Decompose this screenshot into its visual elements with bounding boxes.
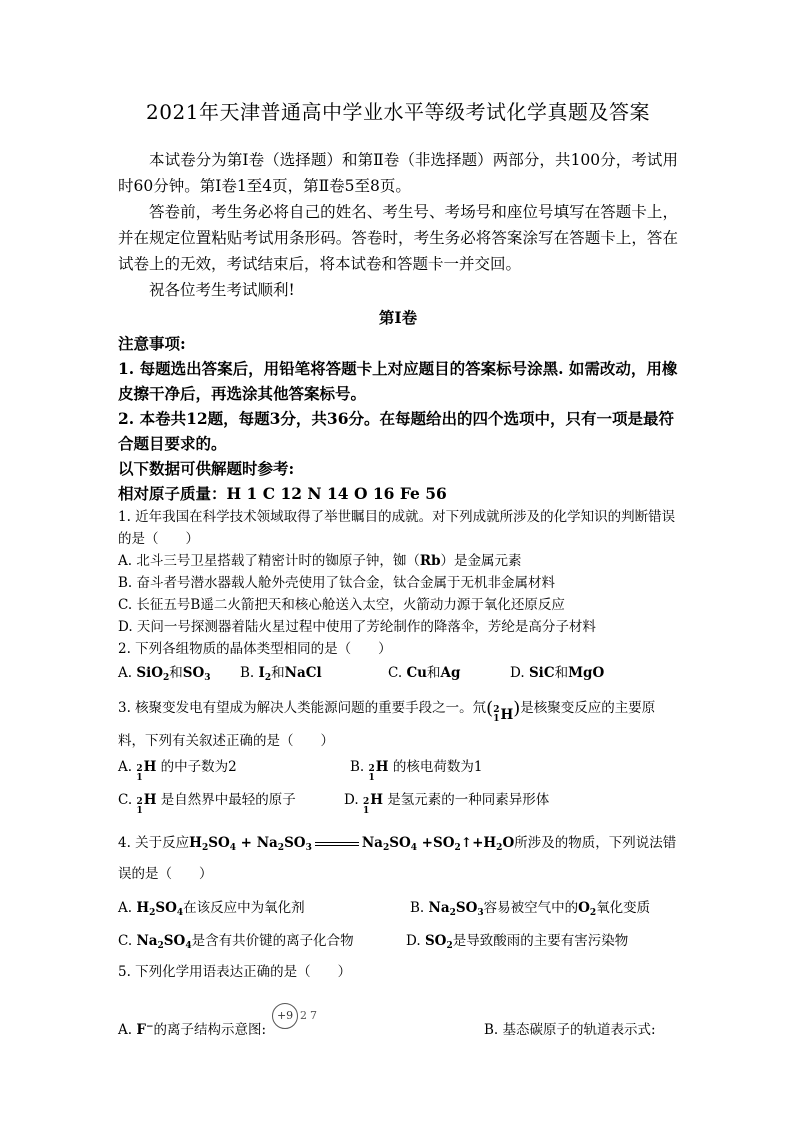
option-text: 的离子结构示意图: <box>153 1022 267 1038</box>
option-label: B. <box>350 759 365 775</box>
question-1 <box>118 506 678 638</box>
option-label: C. <box>118 792 133 808</box>
deuterium-symbol: 2 1 H <box>136 759 157 783</box>
deuterium-symbol: 2 1 H <box>493 705 514 724</box>
question-3-option-d <box>344 789 549 816</box>
question-4-option-d <box>406 930 628 957</box>
question-5-options <box>118 1001 678 1041</box>
ion-structure-diagram <box>266 1001 326 1041</box>
option-text: 是含有共价键的离子化合物 <box>191 933 354 949</box>
note-1: 1. 每题选出答案后，用铅笔将答题卡上对应题目的答案标号涂黑. 如需改动，用橡皮擦干净后，再选涂其他答案标号。 <box>118 359 678 403</box>
question-4-options-ab <box>118 897 678 924</box>
formula: SiC <box>528 665 555 681</box>
formula: Cu <box>406 665 427 681</box>
question-2-stem: 2. 下列各组物质的晶体类型相同的是（ ） <box>118 641 392 657</box>
question-2-option-a <box>118 662 240 689</box>
option-label: C. <box>118 933 133 949</box>
shell-1: 2 <box>300 1009 308 1022</box>
question-4-stem-pre: 4. 关于反应 <box>118 835 190 851</box>
option-text: 容易被空气中的 <box>483 900 579 916</box>
intro <box>118 147 678 303</box>
option-a-suffix: ）是金属元素 <box>440 553 522 569</box>
paren: ( <box>486 698 494 719</box>
deuterium-symbol: 2 1 H <box>368 759 389 783</box>
option-text: 在该反应中为氧化剂 <box>183 900 305 916</box>
option-label: D. <box>510 665 525 681</box>
notes-heading: 注意事项: <box>118 334 186 353</box>
option-label: A. <box>118 1022 133 1038</box>
question-5-option-a <box>118 1001 484 1041</box>
question-1-option-b: B. 奋斗者号潜水器载人舱外壳使用了钛合金，钛合金属于无机非金属材料 <box>118 575 556 591</box>
formula: $Na_2SO_4$ <box>136 933 192 951</box>
formula: Ag <box>440 665 461 681</box>
conjunction: 和 <box>427 665 441 681</box>
shell-2: 7 <box>310 1009 318 1022</box>
question-3-stem-a: 3. 核聚变发电有望成为解决人类能源问题的重要手段之一。氘 <box>118 700 487 716</box>
question-1-stem: 1. 近年我国在科学技术领域取得了举世瞩目的成就。对下列成就所涉及的化学知识的判断错误的是（ ） <box>118 509 676 547</box>
option-text: 氧化变质 <box>596 900 651 916</box>
question-5-option-b: B. 基态碳原子的轨道表示式: <box>484 1022 656 1038</box>
question-4-option-b <box>410 897 650 924</box>
option-text: 是导致酸雨的主要有害污染物 <box>452 933 629 949</box>
question-4-stem <box>118 830 678 887</box>
option-label: A. <box>118 665 133 681</box>
question-4-stem-post: 所涉及的物质，下列说法错误的是（ ） <box>118 835 677 882</box>
question-3-stem-b: 是核聚变反应的主要原料，下列有关叙述正确的是（ ） <box>118 700 656 749</box>
deuterium-symbol: 2 1 H <box>136 792 157 816</box>
option-label: C. <box>388 665 403 681</box>
question-2-option-d <box>510 662 604 689</box>
reaction-equation: $H_2SO_4 + Na_2SO_3$ $Na_2SO_4$ $+SO_2↑+H_2O$ <box>189 835 515 853</box>
exam-page <box>118 96 678 1041</box>
intro-paragraph-1: 本试卷分为第Ⅰ卷（选择题）和第Ⅱ卷（非选择题）两部分，共100分，考试用时60分钟。第Ⅰ卷1至4页，第Ⅱ卷5至8页。 <box>118 151 678 195</box>
formula: $Na_2SO_3$ <box>428 900 484 918</box>
question-1-option-c: C. 长征五号B遥二火箭把天和核心舱送入太空，火箭动力源于氧化还原反应 <box>118 597 565 613</box>
question-2-option-b <box>240 662 388 689</box>
question-3-option-b <box>350 756 482 783</box>
question-4-options-cd <box>118 930 678 957</box>
section-title: 第Ⅰ卷 <box>378 308 418 327</box>
nucleus-circle: +9 <box>272 1003 298 1029</box>
formula: $SO_3$ <box>182 665 211 683</box>
question-3-options-cd <box>118 789 678 816</box>
paren: ) <box>513 698 521 719</box>
question-5 <box>118 961 678 1041</box>
question-2 <box>118 638 678 689</box>
formula: NaCl <box>284 665 322 681</box>
option-text: 的中子数为2 <box>160 759 237 775</box>
formula: $H_2SO_4$ <box>136 900 184 918</box>
conjunction: 和 <box>554 665 569 681</box>
intro-paragraph-3: 祝各位考生考试顺利! <box>149 281 295 299</box>
option-text: 的核电荷数为1 <box>392 759 483 775</box>
option-label: A. <box>118 900 133 916</box>
question-5-stem: 5. 下列化学用语表达正确的是（ ） <box>118 964 352 980</box>
question-4-option-a <box>118 897 410 924</box>
question-3-option-a <box>118 756 350 783</box>
question-2-options <box>118 662 678 689</box>
formula: $SO_2$ <box>424 933 453 951</box>
option-label: D. <box>344 792 359 808</box>
question-1-option-a <box>118 550 678 572</box>
question-4 <box>118 830 678 957</box>
option-a-text: A. 北斗三号卫星搭载了精密计时的铷原子钟，铷（ <box>118 553 420 569</box>
atomic-masses: 相对原子质量：H 1 C 12 N 14 O 16 Fe 56 <box>118 484 447 503</box>
formula: SiO$_2$ <box>136 665 170 683</box>
question-3 <box>118 695 678 816</box>
note-2: 2. 本卷共12题，每题3分，共36分。在每题给出的四个选项中，只有一项是最符合题目要求的。 <box>118 409 675 453</box>
formula: F− <box>136 1022 154 1038</box>
conjunction: 和 <box>271 665 285 681</box>
formula: MgO <box>568 665 605 681</box>
question-2-option-c <box>388 662 510 689</box>
option-text: 是氢元素的一种同素异形体 <box>387 792 550 808</box>
option-label: A. <box>118 759 133 775</box>
question-3-stem <box>118 695 678 754</box>
note-3: 以下数据可供解题时参考: <box>118 459 295 478</box>
option-label: D. <box>406 933 421 949</box>
formula: $O_2$ <box>578 900 597 918</box>
question-3-option-c <box>118 789 344 816</box>
option-text: 是自然界中最轻的原子 <box>160 792 296 808</box>
deuterium-symbol: 2 1 H <box>362 792 383 816</box>
question-4-option-c <box>118 930 406 957</box>
question-1-option-d: D. 天问一号探测器着陆火星过程中使用了芳纶制作的降落伞，芳纶是高分子材料 <box>118 619 596 635</box>
option-label: B. <box>240 665 255 681</box>
intro-paragraph-2: 答卷前，考生务必将自己的姓名、考生号、考场号和座位号填写在答题卡上，并在规定位置粘贴考试用条形码。答卷时，考生务必将答案涂写在答题卡上，答在试卷上的无效，考试结束后，将本试卷和答题卡一并交回。 <box>118 203 678 273</box>
conjunction: 和 <box>169 665 183 681</box>
option-a-chem: Rb <box>419 553 441 569</box>
page-title: 2021年天津普通高中学业水平等级考试化学真题及答案 <box>146 100 650 124</box>
formula: $I_2$ <box>258 665 272 683</box>
question-3-options-ab <box>118 756 678 783</box>
option-label: B. <box>410 900 425 916</box>
